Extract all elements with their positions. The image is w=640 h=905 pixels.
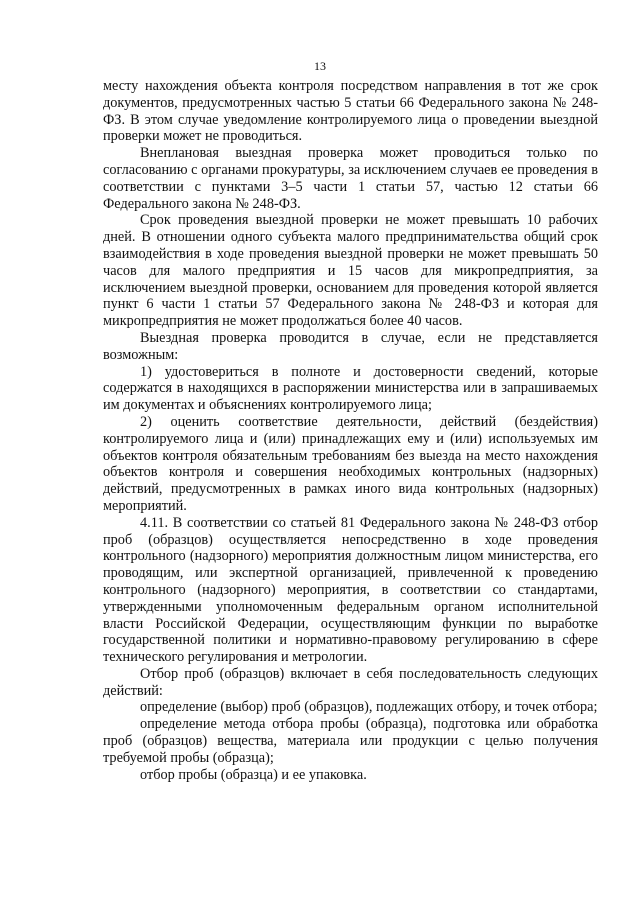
list-item-2: 2) оценить соответствие деятельности, действий (бездействия) контролируемого лица и (или) принадлежащих ему и (или) используемых им объектов контроля обязательным требованиям без выезда на место нахождения объектов контроля и совершения необходимых контрольных (надзорных) действий, предусмотренных в рамках иного вида контрольных (надзорных) мероприятий. — [103, 413, 598, 514]
paragraph-sampling-actions: Отбор проб (образцов) включает в себя последовательность следующих действий: — [103, 665, 598, 699]
list-item-1: 1) удостовериться в полноте и достоверности сведений, которые содержатся в находящихся в распоряжении министерства или в запрашиваемых им документах и объяснениях контролируемого лица; — [103, 363, 598, 414]
paragraph-inspection-duration: Срок проведения выездной проверки не может превышать 10 рабочих дней. В отношении одного субъекта малого предпринимательства общий срок взаимодействия в ходе проведения выездной проверки не может превышать 50 часов для малого предприятия и 15 часов для микропредприятия, за исключением выездной проверки, основанием для проведения которой является пункт 6 части 1 статьи 57 Федерального закона № 248-ФЗ и которая для микропредприятия не может продолжаться более 40 часов. — [103, 212, 598, 330]
list-item-sampling-2: определение метода отбора пробы (образца), подготовка или обработка проб (образцов) вещества, материала или продукции с целью получения требуемой пробы (образца); — [103, 716, 598, 766]
page-number: 13 — [314, 59, 326, 73]
paragraph-inspection-conditions: Выездная проверка проводится в случае, если не представляется возможным: — [103, 329, 598, 363]
document-body — [103, 78, 598, 783]
paragraph-unscheduled-inspection: Внеплановая выездная проверка может проводиться только по согласованию с органами прокуратуры, за исключением случаев ее проведения в соответствии с пунктами 3–5 части 1 статьи 57, частью 12 статьи 66 Федерального закона № 248-ФЗ. — [103, 145, 598, 212]
paragraph-continuation: месту нахождения объекта контроля посредством направления в тот же срок документов, предусмотренных частью 5 статьи 66 Федерального закона № 248-ФЗ. В этом случае уведомление контролируемого лица о проведении выездной проверки может не проводиться. — [103, 78, 598, 145]
paragraph-section-4-11: 4.11. В соответствии со статьей 81 Федерального закона № 248-ФЗ отбор проб (образцов) осуществляется непосредственно в ходе проведения контрольного (надзорного) мероприятия должностным лицом министерства, его проводящим, или экспертной организацией, привлеченной к проведению контрольного (надзорного) мероприятия, в соответствии со стандартами, утвержденными уполномоченным федеральным органом исполнительной власти Российской Федерации, осуществляющим функции по выработке государственной политики и нормативно-правовому регулированию в сфере технического регулирования и метрологии. — [103, 514, 598, 666]
list-item-sampling-3: отбор пробы (образца) и ее упаковка. — [140, 766, 367, 783]
list-item-sampling-1: определение (выбор) проб (образцов), подлежащих отбору, и точек отбора; — [140, 699, 598, 716]
